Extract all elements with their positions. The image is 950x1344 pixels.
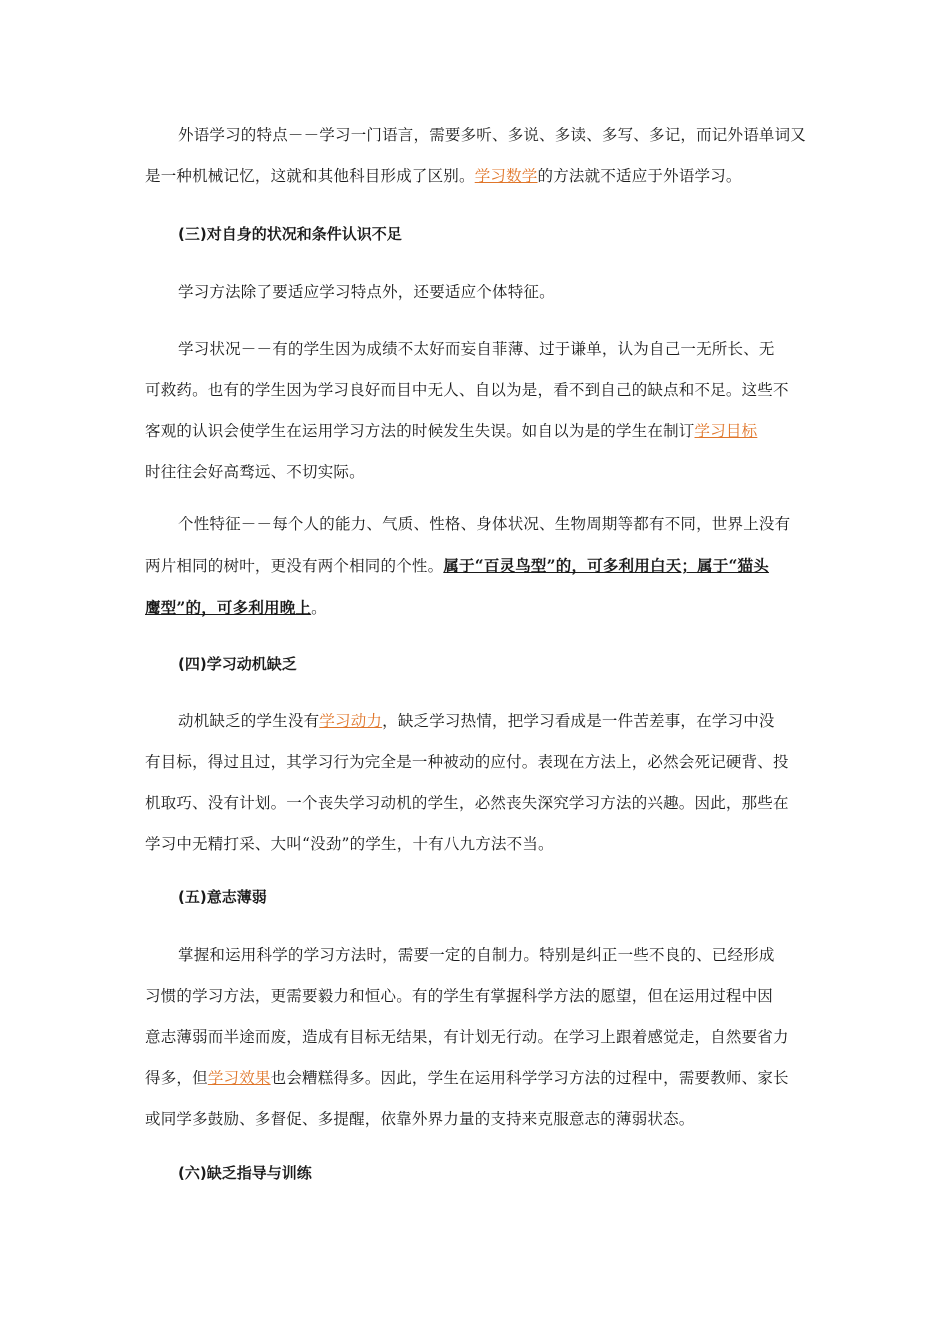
text-line: 机取巧、没有计划。一个丧失学习动机的学生，必然丧失深究学习方法的兴趣。因此，那些在 [145, 794, 789, 812]
paragraph-motivation [145, 701, 807, 865]
emphasis-text: 鹰型”的，可多利用晚上 [145, 598, 312, 617]
text-line: 个性特征－－每个人的能力、气质、性格、身体状况、生物周期等都有不同，世界上没有 [178, 515, 791, 533]
text-span: 是一种机械记忆，这就和其他科目形成了区别。 [145, 167, 475, 185]
text-line: 时往往会好高骛远、不切实际。 [145, 463, 365, 481]
text-span: 得多，但 [145, 1069, 208, 1087]
text-span: 两片相同的树叶，更没有两个相同的个性。 [145, 557, 444, 575]
text-line [145, 587, 807, 629]
text-span: 也会糟糕得多。因此，学生在运用科学学习方法的过程中，需要教师、家长 [270, 1069, 789, 1087]
text-line [145, 411, 807, 452]
link-study-motivation[interactable]: 学习动力 [319, 712, 383, 730]
text-line [145, 701, 807, 742]
text-span: 动机缺乏的学生没有 [178, 712, 320, 730]
section-heading-3: (三)对自身的状况和条件认识不足 [178, 225, 402, 243]
section-heading-6: (六)缺乏指导与训练 [178, 1164, 312, 1182]
paragraph-adapt-individual [145, 272, 807, 313]
text-line: 意志薄弱而半途而废，造成有目标无结果，有计划无行动。在学习上跟着感觉走，自然要省力 [145, 1028, 789, 1046]
section-heading-4: (四)学习动机缺乏 [178, 655, 297, 673]
paragraph-willpower [145, 935, 807, 1140]
link-study-goal[interactable]: 学习目标 [694, 422, 758, 440]
link-study-math[interactable]: 学习数学 [474, 167, 538, 185]
section-heading-5: (五)意志薄弱 [178, 888, 267, 906]
link-study-effect[interactable]: 学习效果 [207, 1069, 271, 1087]
text-span: 客观的认识会使学生在运用学习方法的时候发生失误。如自以为是的学生在制订 [145, 422, 695, 440]
text-span: 。 [311, 599, 327, 617]
text-line [145, 545, 807, 587]
text-line [145, 1058, 807, 1099]
text-line: 可救药。也有的学生因为学习良好而目中无人、自以为是，看不到自己的缺点和不足。这些不 [145, 381, 789, 399]
paragraph-foreign-language [145, 115, 807, 197]
text-line: 掌握和运用科学的学习方法时，需要一定的自制力。特别是纠正一些不良的、已经形成 [178, 946, 775, 964]
text-span: 的方法就不适应于外语学习。 [537, 167, 742, 185]
text-line: 有目标，得过且过，其学习行为完全是一种被动的应付。表现在方法上，必然会死记硬背、投 [145, 753, 789, 771]
text-line: 学习方法除了要适应学习特点外，还要适应个体特征。 [178, 283, 555, 301]
text-line [145, 156, 807, 197]
paragraph-study-status [145, 329, 807, 493]
text-line: 外语学习的特点－－学习一门语言，需要多听、多说、多读、多写、多记，而记外语单词又 [178, 126, 807, 144]
emphasis-text: 属于“百灵鸟型”的，可多利用白天；属于“猫头 [443, 556, 769, 575]
text-line: 学习中无精打采、大叫“没劲”的学生，十有八九方法不当。 [145, 835, 554, 853]
text-line: 习惯的学习方法，更需要毅力和恒心。有的学生有掌握科学方法的愿望，但在运用过程中因 [145, 987, 774, 1005]
text-line: 或同学多鼓励、多督促、多提醒，依靠外界力量的支持来克服意志的薄弱状态。 [145, 1110, 695, 1128]
text-span: ，缺乏学习热情，把学习看成是一件苦差事，在学习中没 [382, 712, 775, 730]
text-line: 学习状况－－有的学生因为成绩不太好而妄自菲薄、过于谦单，认为自己一无所长、无 [178, 340, 775, 358]
paragraph-personality [145, 504, 807, 629]
